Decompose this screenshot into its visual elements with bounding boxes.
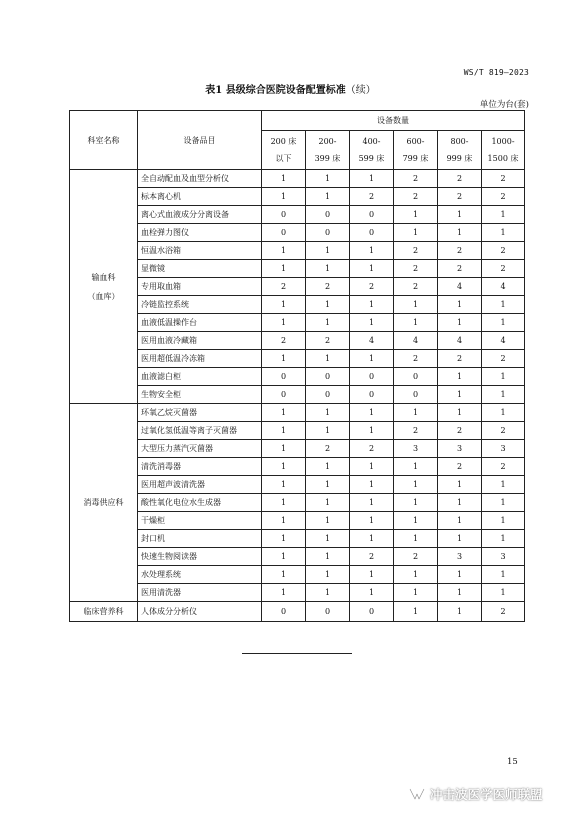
table-row — [70, 260, 525, 278]
quantity-cell: 1 — [306, 512, 350, 530]
quantity-cell: 2 — [438, 260, 482, 278]
quantity-cell: 0 — [306, 602, 350, 622]
table-row — [70, 512, 525, 530]
quantity-cell: 0 — [394, 368, 438, 386]
equipment-item-cell: 恒温水浴箱 — [138, 242, 262, 260]
quantity-cell: 1 — [482, 368, 525, 386]
equipment-item-cell: 血液滤白柜 — [138, 368, 262, 386]
quantity-cell: 1 — [438, 476, 482, 494]
range-line-1: 800- — [450, 137, 469, 146]
page-number: 15 — [507, 757, 518, 767]
equipment-item-cell: 酸性氧化电位水生成器 — [138, 494, 262, 512]
quantity-cell: 3 — [438, 548, 482, 566]
quantity-cell: 1 — [438, 512, 482, 530]
quantity-cell: 1 — [350, 512, 394, 530]
quantity-cell: 1 — [482, 296, 525, 314]
quantity-cell: 1 — [394, 404, 438, 422]
quantity-cell: 1 — [262, 170, 306, 188]
quantity-cell: 2 — [394, 350, 438, 368]
quantity-cell: 2 — [262, 278, 306, 296]
header-range-5 — [482, 131, 525, 170]
range-line-2: 799 床 — [402, 154, 429, 163]
watermark-text: 冲击波医学医师联盟 — [430, 787, 543, 802]
quantity-cell: 1 — [306, 314, 350, 332]
table-row — [70, 566, 525, 584]
quantity-cell: 1 — [482, 512, 525, 530]
equipment-item-cell: 封口机 — [138, 530, 262, 548]
department-name: 消毒供应科 — [83, 498, 124, 507]
table-row — [70, 350, 525, 368]
quantity-cell: 1 — [350, 242, 394, 260]
quantity-cell: 2 — [482, 242, 525, 260]
quantity-cell: 1 — [438, 386, 482, 404]
quantity-cell: 1 — [438, 494, 482, 512]
department-subname: （血库） — [87, 291, 120, 301]
equipment-item-cell: 全自动配血及血型分析仪 — [138, 170, 262, 188]
quantity-cell: 4 — [482, 332, 525, 350]
quantity-cell: 1 — [306, 458, 350, 476]
quantity-cell: 1 — [306, 350, 350, 368]
quantity-cell: 0 — [350, 386, 394, 404]
table-row — [70, 242, 525, 260]
quantity-cell: 2 — [394, 188, 438, 206]
unit-note: 单位为台(套) — [479, 100, 529, 110]
quantity-cell: 1 — [394, 494, 438, 512]
standard-code: WS/T 819—2023 — [463, 68, 529, 77]
quantity-cell: 1 — [262, 296, 306, 314]
table-title — [0, 81, 581, 96]
quantity-cell: 1 — [394, 584, 438, 602]
quantity-cell: 2 — [394, 260, 438, 278]
wechat-channel-icon — [408, 787, 426, 801]
table-row — [70, 278, 525, 296]
quantity-cell: 1 — [438, 314, 482, 332]
quantity-cell: 1 — [262, 440, 306, 458]
quantity-cell: 2 — [482, 260, 525, 278]
quantity-cell: 0 — [306, 368, 350, 386]
table-row — [70, 548, 525, 566]
table-row — [70, 584, 525, 602]
department-cell — [70, 170, 138, 404]
range-line-2: 399 床 — [314, 154, 341, 163]
quantity-cell: 1 — [262, 422, 306, 440]
quantity-cell: 1 — [482, 566, 525, 584]
quantity-cell: 4 — [438, 332, 482, 350]
quantity-cell: 1 — [394, 602, 438, 622]
quantity-cell: 2 — [350, 278, 394, 296]
quantity-cell: 1 — [350, 530, 394, 548]
equipment-item-cell: 人体成分分析仪 — [138, 602, 262, 622]
quantity-cell: 1 — [394, 296, 438, 314]
quantity-cell: 2 — [262, 332, 306, 350]
quantity-cell: 1 — [350, 566, 394, 584]
quantity-cell: 1 — [306, 260, 350, 278]
range-line-2: 999 床 — [446, 154, 473, 163]
quantity-cell: 1 — [262, 548, 306, 566]
header-range-4 — [438, 131, 482, 170]
department-name: 输血科 — [91, 272, 116, 282]
quantity-cell: 1 — [438, 368, 482, 386]
equipment-item-cell: 环氧乙烷灭菌器 — [138, 404, 262, 422]
quantity-cell: 1 — [438, 602, 482, 622]
quantity-cell: 1 — [482, 206, 525, 224]
quantity-cell: 2 — [438, 242, 482, 260]
quantity-cell: 1 — [350, 170, 394, 188]
quantity-cell: 1 — [262, 188, 306, 206]
quantity-cell: 1 — [482, 476, 525, 494]
quantity-cell: 0 — [262, 602, 306, 622]
quantity-cell: 2 — [306, 278, 350, 296]
quantity-cell: 2 — [482, 458, 525, 476]
quantity-cell: 2 — [482, 422, 525, 440]
quantity-cell: 1 — [262, 242, 306, 260]
quantity-cell: 0 — [262, 224, 306, 242]
department-cell — [70, 602, 138, 622]
quantity-cell: 4 — [482, 278, 525, 296]
quantity-cell: 0 — [306, 386, 350, 404]
quantity-cell: 0 — [350, 368, 394, 386]
quantity-cell: 2 — [438, 422, 482, 440]
quantity-cell: 1 — [262, 314, 306, 332]
quantity-cell: 1 — [306, 422, 350, 440]
table-row — [70, 422, 525, 440]
header-department: 科室名称 — [70, 111, 138, 170]
quantity-cell: 2 — [482, 170, 525, 188]
quantity-cell: 1 — [482, 386, 525, 404]
quantity-cell: 3 — [482, 440, 525, 458]
header-range-1 — [306, 131, 350, 170]
range-line-1: 200 床 — [270, 137, 297, 146]
quantity-cell: 1 — [306, 188, 350, 206]
range-line-1: 400- — [362, 137, 381, 146]
quantity-cell: 2 — [350, 548, 394, 566]
quantity-cell: 1 — [350, 314, 394, 332]
equipment-item-cell: 医用超声波清洗器 — [138, 476, 262, 494]
quantity-cell: 2 — [438, 188, 482, 206]
quantity-cell: 2 — [394, 242, 438, 260]
quantity-cell: 1 — [438, 404, 482, 422]
quantity-cell: 1 — [306, 494, 350, 512]
quantity-cell: 1 — [262, 512, 306, 530]
table-row — [70, 602, 525, 622]
quantity-cell: 1 — [394, 476, 438, 494]
quantity-cell: 1 — [306, 548, 350, 566]
department-cell — [70, 404, 138, 602]
quantity-cell: 1 — [438, 584, 482, 602]
end-rule — [242, 653, 352, 654]
quantity-cell: 1 — [394, 512, 438, 530]
equipment-item-cell: 标本离心机 — [138, 188, 262, 206]
quantity-cell: 2 — [482, 602, 525, 622]
equipment-item-cell: 干燥柜 — [138, 512, 262, 530]
quantity-cell: 2 — [482, 350, 525, 368]
equipment-item-cell: 显微镜 — [138, 260, 262, 278]
quantity-cell: 1 — [306, 296, 350, 314]
table-row — [70, 530, 525, 548]
quantity-cell: 1 — [262, 566, 306, 584]
table-row — [70, 404, 525, 422]
equipment-item-cell: 医用血液冷藏箱 — [138, 332, 262, 350]
quantity-cell: 1 — [262, 494, 306, 512]
quantity-cell: 1 — [350, 476, 394, 494]
equipment-item-cell: 生物安全柜 — [138, 386, 262, 404]
quantity-cell: 1 — [350, 458, 394, 476]
equipment-item-cell: 冷链监控系统 — [138, 296, 262, 314]
equipment-item-cell: 清洗消毒器 — [138, 458, 262, 476]
department-name: 临床营养科 — [83, 607, 124, 616]
quantity-cell: 1 — [394, 224, 438, 242]
table-row — [70, 440, 525, 458]
table-title-text: 表1 县级综合医院设备配置标准 — [205, 85, 346, 96]
quantity-cell: 3 — [482, 548, 525, 566]
quantity-cell: 1 — [350, 494, 394, 512]
quantity-cell: 4 — [394, 332, 438, 350]
quantity-cell: 1 — [482, 584, 525, 602]
quantity-cell: 1 — [262, 584, 306, 602]
header-range-0 — [262, 131, 306, 170]
range-line-1: 200- — [318, 137, 337, 146]
quantity-cell: 2 — [438, 350, 482, 368]
quantity-cell: 1 — [482, 404, 525, 422]
table-row — [70, 494, 525, 512]
quantity-cell: 1 — [438, 296, 482, 314]
quantity-cell: 1 — [306, 170, 350, 188]
header-range-2 — [350, 131, 394, 170]
quantity-cell: 1 — [262, 476, 306, 494]
quantity-cell: 1 — [350, 350, 394, 368]
quantity-cell: 1 — [262, 404, 306, 422]
table-row — [70, 206, 525, 224]
quantity-cell: 1 — [350, 422, 394, 440]
quantity-cell: 0 — [350, 224, 394, 242]
equipment-config-table — [69, 110, 525, 622]
table-row — [70, 224, 525, 242]
quantity-cell: 0 — [394, 386, 438, 404]
quantity-cell: 2 — [482, 188, 525, 206]
quantity-cell: 0 — [350, 602, 394, 622]
quantity-cell: 1 — [262, 458, 306, 476]
quantity-cell: 1 — [262, 530, 306, 548]
quantity-cell: 1 — [350, 260, 394, 278]
quantity-cell: 2 — [306, 332, 350, 350]
equipment-item-cell: 快速生物阅读器 — [138, 548, 262, 566]
table-row — [70, 386, 525, 404]
quantity-cell: 0 — [262, 386, 306, 404]
quantity-cell: 1 — [350, 296, 394, 314]
quantity-cell: 1 — [394, 206, 438, 224]
quantity-cell: 1 — [482, 314, 525, 332]
quantity-cell: 1 — [350, 584, 394, 602]
quantity-cell: 2 — [394, 422, 438, 440]
quantity-cell: 3 — [438, 440, 482, 458]
quantity-cell: 0 — [350, 206, 394, 224]
quantity-cell: 2 — [438, 170, 482, 188]
quantity-cell: 2 — [438, 458, 482, 476]
table-row — [70, 476, 525, 494]
table-row — [70, 458, 525, 476]
quantity-cell: 2 — [350, 188, 394, 206]
quantity-cell: 1 — [350, 404, 394, 422]
quantity-cell: 0 — [306, 206, 350, 224]
quantity-cell: 1 — [482, 530, 525, 548]
equipment-item-cell: 水处理系统 — [138, 566, 262, 584]
quantity-cell: 2 — [350, 440, 394, 458]
quantity-cell: 1 — [438, 206, 482, 224]
quantity-cell: 2 — [394, 278, 438, 296]
quantity-cell: 1 — [438, 224, 482, 242]
quantity-cell: 4 — [438, 278, 482, 296]
table-row — [70, 332, 525, 350]
quantity-cell: 1 — [306, 530, 350, 548]
quantity-cell: 1 — [306, 404, 350, 422]
quantity-cell: 4 — [350, 332, 394, 350]
quantity-cell: 1 — [394, 530, 438, 548]
quantity-cell: 1 — [394, 314, 438, 332]
header-equipment-item: 设备品目 — [138, 111, 262, 170]
quantity-cell: 1 — [438, 530, 482, 548]
quantity-cell: 0 — [262, 206, 306, 224]
quantity-cell: 1 — [306, 566, 350, 584]
range-line-1: 600- — [406, 137, 425, 146]
quantity-cell: 1 — [482, 224, 525, 242]
quantity-cell: 1 — [306, 584, 350, 602]
watermark — [408, 785, 543, 803]
equipment-item-cell: 离心式血液成分分离设备 — [138, 206, 262, 224]
equipment-item-cell: 血栓弹力图仪 — [138, 224, 262, 242]
table-continued-mark: （续） — [345, 85, 376, 96]
quantity-cell: 2 — [394, 548, 438, 566]
table-row — [70, 368, 525, 386]
quantity-cell: 1 — [482, 494, 525, 512]
table-row — [70, 314, 525, 332]
header-range-3 — [394, 131, 438, 170]
quantity-cell: 1 — [306, 476, 350, 494]
quantity-cell: 0 — [306, 224, 350, 242]
equipment-item-cell: 大型压力蒸汽灭菌器 — [138, 440, 262, 458]
equipment-item-cell: 血液低温操作台 — [138, 314, 262, 332]
range-line-1: 1000- — [491, 137, 515, 146]
equipment-item-cell: 医用超低温冷冻箱 — [138, 350, 262, 368]
quantity-cell: 1 — [394, 566, 438, 584]
equipment-item-cell: 过氧化氢低温等离子灭菌器 — [138, 422, 262, 440]
quantity-cell: 1 — [394, 458, 438, 476]
table-row — [70, 296, 525, 314]
table-row — [70, 188, 525, 206]
quantity-cell: 2 — [394, 170, 438, 188]
equipment-item-cell: 专用取血箱 — [138, 278, 262, 296]
quantity-cell: 1 — [438, 566, 482, 584]
quantity-cell: 0 — [262, 368, 306, 386]
quantity-cell: 1 — [262, 350, 306, 368]
quantity-cell: 2 — [306, 440, 350, 458]
quantity-cell: 1 — [262, 260, 306, 278]
range-line-2: 以下 — [275, 154, 292, 163]
quantity-cell: 1 — [306, 242, 350, 260]
range-line-2: 599 床 — [358, 154, 385, 163]
range-line-2: 1500 床 — [487, 154, 519, 163]
header-equipment-quantity: 设备数量 — [262, 111, 525, 131]
equipment-item-cell: 医用清洗器 — [138, 584, 262, 602]
quantity-cell: 3 — [394, 440, 438, 458]
table-row — [70, 170, 525, 188]
